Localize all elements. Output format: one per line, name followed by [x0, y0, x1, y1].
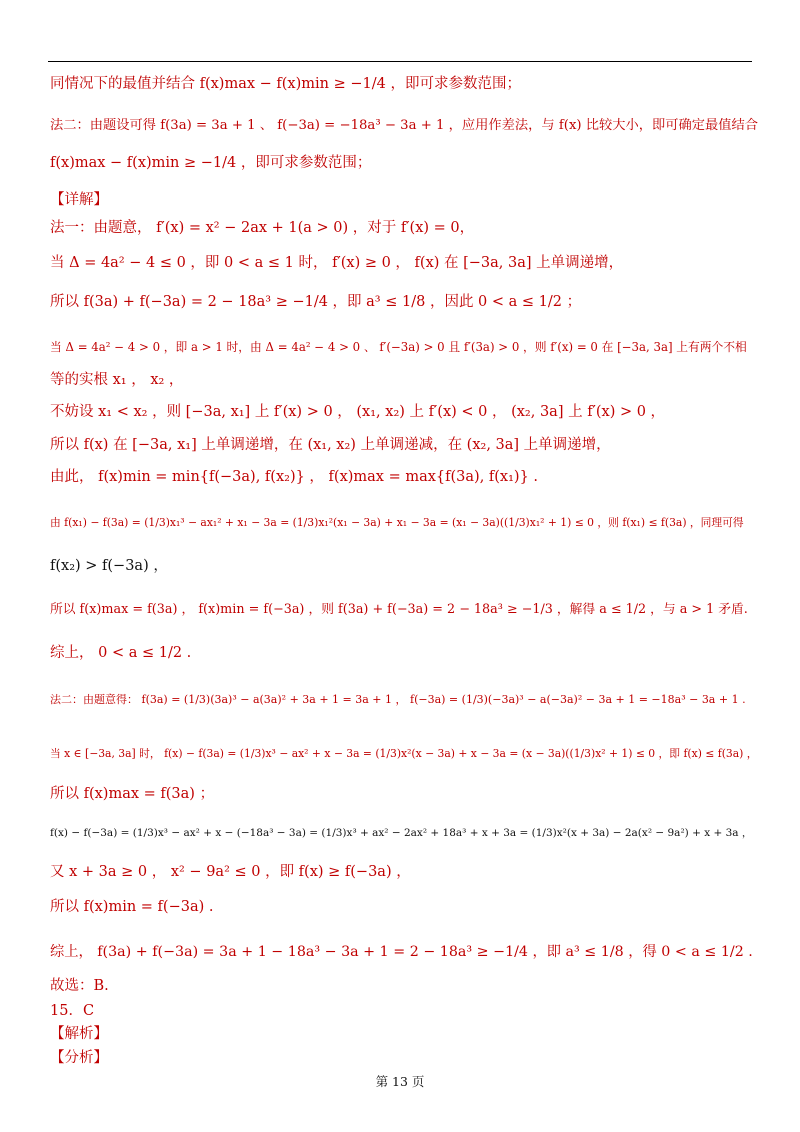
- text-line: 综上， 0 < a ≤ 1/2 .: [50, 645, 192, 661]
- text-line: 又 x + 3a ≥ 0 ， x² − 9a² ≤ 0 ，即 f(x) ≥ f(−3a) ，: [50, 864, 411, 880]
- text-line: 由 f(x₁) − f(3a) = (1/3)x₁³ − ax₁² + x₁ − 3a = (1/3)x₁²(x₁ − 3a) + x₁ − 3a = (x₁ − 3a)((1/3)x₁² + 1) ≤ 0 ，则 f(x₁) ≤ f(3a) ，同理可得: [50, 516, 744, 529]
- text-line: 法二：由题意得： f(3a) = (1/3)(3a)³ − a(3a)² + 3a + 1 = 3a + 1 ， f(−3a) = (1/3)(−3a)³ − a(−3a)² − 3a + 1 = −18a³ − 3a + 1 .: [50, 693, 746, 706]
- page-number: 第 13 页: [375, 1074, 425, 1089]
- text-line: 当 Δ = 4a² − 4 ≤ 0 ，即 0 < a ≤ 1 时， f′(x) ≥ 0 ， f(x) 在 [−3a, 3a] 上单调递增，: [50, 255, 624, 271]
- text-line: 法一：由题意， f′(x) = x² − 2ax + 1(a > 0) ，对于 f′(x) = 0，: [50, 220, 475, 236]
- section-heading-analysis: 【解析】: [50, 1026, 108, 1042]
- text-line: 等的实根 x₁ ， x₂ ，: [50, 372, 184, 388]
- text-line: 所以 f(3a) + f(−3a) = 2 − 18a³ ≥ −1/4 ，即 a³ ≤ 1/8 ，因此 0 < a ≤ 1/2 ；: [50, 294, 582, 310]
- text-line: 所以 f(x)max = f(3a) ， f(x)min = f(−3a) ，则 f(3a) + f(−3a) = 2 − 18a³ ≥ −1/3 ，解得 a ≤ 1/2 ，与 a > 1 矛盾.: [50, 602, 748, 617]
- text-line: 同情况下的最值并结合 f(x)max − f(x)min ≥ −1/4 ，即可求参数范围；: [50, 76, 521, 92]
- text-line: f(x) − f(−3a) = (1/3)x³ − ax² + x − (−18a³ − 3a) = (1/3)x³ + ax² − 2ax² + 18a³ + x + 3a = (1/3)x²(x + 3a) − 2a(x² − 9a²) + x + 3a ，: [50, 827, 753, 839]
- section-heading-fenxi: 【分析】: [50, 1050, 108, 1066]
- text-line: 综上， f(3a) + f(−3a) = 3a + 1 − 18a³ − 3a + 1 = 2 − 18a³ ≥ −1/4 ，即 a³ ≤ 1/8 ，得 0 < a ≤ 1/2 .: [50, 944, 753, 960]
- text-line: 当 x ∈ [−3a, 3a] 时， f(x) − f(3a) = (1/3)x³ − ax² + x − 3a = (1/3)x²(x − 3a) + x − 3a = (x − 3a)((1/3)x² + 1) ≤ 0 ，即 f(x) ≤ f(3a) ，: [50, 747, 758, 760]
- text-line: f(x₂) > f(−3a) ，: [50, 558, 168, 574]
- top-rule: [48, 61, 752, 62]
- text-line: 法二：由题设可得 f(3a) = 3a + 1 、 f(−3a) = −18a³ − 3a + 1 ，应用作差法，与 f(x) 比较大小，即可确定最值结合: [50, 118, 759, 133]
- text-line: 所以 f(x) 在 [−3a, x₁] 上单调递增，在 (x₁, x₂) 上单调递减，在 (x₂, 3a] 上单调递增，: [50, 437, 611, 453]
- answer-number: 15．C: [50, 1003, 95, 1019]
- text-line: 故选：B.: [50, 978, 109, 994]
- text-line: 所以 f(x)min = f(−3a) .: [50, 899, 214, 915]
- section-heading-detail: 【详解】: [50, 192, 108, 208]
- text-line: 不妨设 x₁ < x₂ ，则 [−3a, x₁] 上 f′(x) > 0 ， (x₁, x₂) 上 f′(x) < 0 ， (x₂, 3a] 上 f′(x) > 0 ，: [50, 404, 666, 420]
- text-line: f(x)max − f(x)min ≥ −1/4 ，即可求参数范围；: [50, 155, 372, 171]
- text-line: 由此， f(x)min = min{f(−3a), f(x₂)} ， f(x)max = max{f(3a), f(x₁)} .: [50, 469, 539, 485]
- text-line: 所以 f(x)max = f(3a) ；: [50, 786, 215, 802]
- text-line: 当 Δ = 4a² − 4 > 0 ，即 a > 1 时，由 Δ = 4a² − 4 > 0 、 f′(−3a) > 0 且 f′(3a) > 0 ，则 f′(x) = 0 在 [−3a, 3a] 上有两个不相: [50, 340, 747, 354]
